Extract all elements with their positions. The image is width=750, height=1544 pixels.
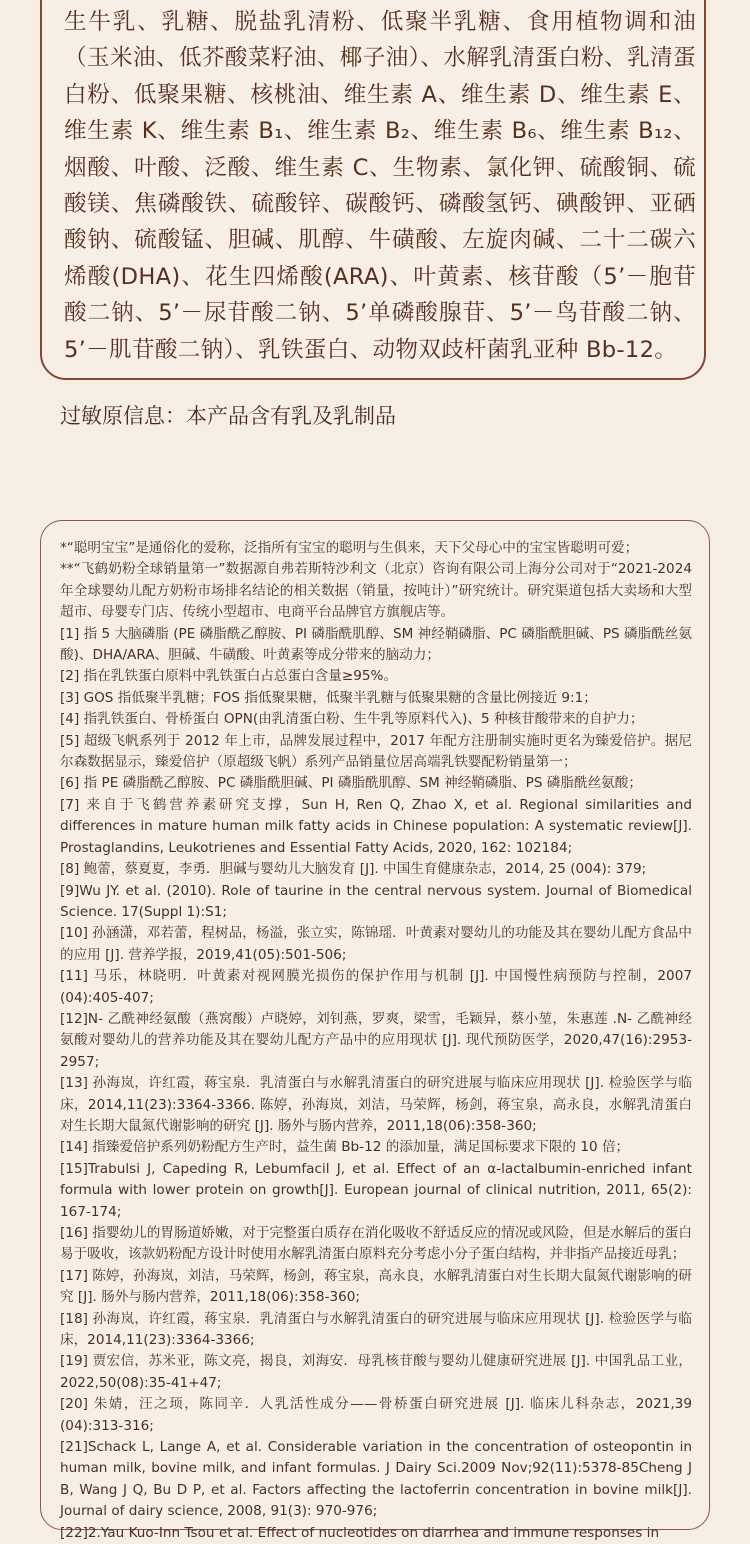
- reference-item: [17] 陈婷，孙海岚，刘洁，马荣辉，杨剑，蒋宝泉，高永良，水解乳清蛋白对生长期大鼠氮代谢影响的研究 [J]. 肠外与肠内营养，2011,18(06):358-360;: [60, 1267, 692, 1306]
- reference-item: [22]2.Yau Kuo-Inn Tsou et al. Effect of nucleotides on diarrhea and immune responses in: [60, 1524, 660, 1541]
- reference-item: [2] 指在乳铁蛋白原料中乳铁蛋白占总蛋白含量≥95%。: [60, 668, 398, 685]
- reference-item: [18] 孙海岚，许红霞，蒋宝泉．乳清蛋白与水解乳清蛋白的研究进展与临床应用现状 [J]. 检验医学与临床，2014,11(23):3364-3366;: [60, 1310, 692, 1349]
- reference-item: [10] 孙涵潇，邓若蕾，程树品，杨溢，张立实，陈锦瑶．叶黄素对婴幼儿的功能及其在婴幼儿配方食品中的应用 [J]. 营养学报，2019,41(05):501-506;: [60, 925, 692, 963]
- footnote-star: *“聪明宝宝”是通俗化的爱称，泛指所有宝宝的聪明与生俱来，天下父母心中的宝宝皆聪明可爱；: [60, 540, 639, 556]
- footnote-double-star: **“飞鹤奶粉全球销量第一”数据源自弗若斯特沙利文（北京）咨询有限公司上海分公司对于“2021-2024 年全球婴幼儿配方奶粉市场排名结论的相关数据（销量，按吨计）”研究统计。研究渠道包括大卖场和大型超市、母婴专门店、传统小型超市、电商平台品牌官方旗舰店等。: [60, 561, 692, 621]
- reference-item: [9]Wu JY. et al. (2010). Role of taurine in the central nervous system. Journal of Biomedical Science. 17(Suppl 1):S1;: [60, 882, 692, 920]
- reference-item: [20] 朱婧，汪之顼，陈同辛．人乳活性成分——骨桥蛋白研究进展 [J]. 临床儿科杂志，2021,39 (04):313-316;: [60, 1396, 692, 1434]
- reference-item: [16] 指婴幼儿的胃肠道娇嫩，对于完整蛋白质存在消化吸收不舒适反应的情况或风险，但是水解后的蛋白易于吸收，该款奶粉配方设计时使用水解乳清蛋白原料充分考虑小分子蛋白结构，并非指产品接近母乳；: [60, 1225, 692, 1263]
- reference-item: [13] 孙海岚，许红霞，蒋宝泉．乳清蛋白与水解乳清蛋白的研究进展与临床应用现状 [J]. 检验医学与临床，2014,11(23):3364-3366. 陈婷，孙海岚，刘洁，马荣辉，杨剑，蒋宝泉，高永良，水解乳清蛋白对生长期大鼠氮代谢影响的研究 [J]. 肠外与肠内营养，2011,18(06):358-360;: [60, 1075, 692, 1134]
- reference-item: [7] 来自于飞鹤营养素研究支撑，Sun H, Ren Q, Zhao X, et al. Regional similarities and differences in mature human milk fatty acids in Chinese population: A systematic review[J]. Prostaglandins, Leukotrienes and Essential Fatty Acids, 2020, 162: 102184;: [60, 796, 692, 856]
- reference-item: [5] 超级飞帆系列于 2012 年上市，品牌发展过程中，2017 年配方注册制实施时更名为臻爱倍护。据尼尔森数据显示，臻爱倍护（原超级飞帆）系列产品销量位居高端乳铁婴配粉销量第一；: [60, 732, 692, 771]
- reference-item: [6] 指 PE 磷脂酰乙醇胺、PC 磷脂酰胆碱、PI 磷脂酰肌醇、SM 神经鞘磷脂、PS 磷脂酰丝氨酸；: [60, 775, 642, 792]
- reference-item: [15]Trabulsi J, Capeding R, Lebumfacil J, et al. Effect of an α-lactalbumin-enriched infant formula with lower protein on growth[J]. European journal of clinical nutrition, 2011, 65(2): 167-174;: [60, 1160, 692, 1220]
- allergen-info: 过敏原信息：本产品含有乳及乳制品: [60, 404, 396, 428]
- reference-item: [3] GOS 指低聚半乳糖；FOS 指低聚果糖，低聚半乳糖与低聚果糖的含量比例接近 9:1；: [60, 689, 597, 706]
- ingredients-list: 生牛乳、乳糖、脱盐乳清粉、低聚半乳糖、食用植物调和油（玉米油、低芥酸菜籽油、椰子油）、水解乳清蛋白粉、乳清蛋白粉、低聚果糖、核桃油、维生素 A、维生素 D、维生素 E、维生素 K、维生素 B₁、维生素 B₂、维生素 B₆、维生素 B₁₂、烟酸、叶酸、泛酸、维生素 C、生物素、氯化钾、硫酸铜、硫酸镁、焦磷酸铁、硫酸锌、碳酸钙、磷酸氢钙、碘酸钾、亚硒酸钠、硫酸锰、胆碱、肌醇、牛磺酸、左旋肉碱、二十二碳六烯酸(DHA)、花生四烯酸(ARA)、叶黄素、核苷酸（5’－胞苷酸二钠、5’－尿苷酸二钠、5’单磷酸腺苷、5’－鸟苷酸二钠、5’－肌苷酸二钠）、乳铁蛋白、动物双歧杆菌乳亚种 Bb-12。: [64, 9, 696, 363]
- references-list: [60, 538, 692, 1544]
- reference-item: [14] 指臻爱倍护系列奶粉配方生产时，益生菌 Bb-12 的添加量，满足国标要求下限的 10 倍；: [60, 1139, 630, 1156]
- reference-item: [12]N- 乙酰神经氨酸（燕窝酸）卢晓婷，刘钊燕，罗爽，梁雪，毛颖异，蔡小堃，朱惠莲 .N- 乙酰神经氨酸对婴幼儿的营养功能及其在婴幼儿配方产品中的应用现状 [J]. 现代预防医学，2020,47(16):2953-2957;: [60, 1010, 692, 1070]
- reference-item: [21]Schack L, Lange A, et al. Considerable variation in the concentration of osteopontin in human milk, bovine milk, and infant formulas. J Dairy Sci.2009 Nov;92(11):5378-85Cheng J B, Wang J Q, Bu D P, et al. Factors affecting the lactoferrin concentration in bovine milk[J]. Journal of dairy science, 2008, 91(3): 970-976;: [60, 1439, 692, 1520]
- reference-item: [8] 鲍蕾，蔡夏夏，李勇．胆碱与婴幼儿大脑发育 [J]. 中国生育健康杂志，2014, 25 (004): 379;: [60, 861, 647, 878]
- reference-item: [4] 指乳铁蛋白、骨桥蛋白 OPN(由乳清蛋白粉、生牛乳等原料代入)、5 种核苷酸带来的自护力；: [60, 711, 644, 728]
- reference-item: [11] 马乐，林晓明．叶黄素对视网膜光损伤的保护作用与机制 [J]. 中国慢性病预防与控制，2007 (04):405-407;: [60, 968, 692, 1006]
- reference-item: [19] 贾宏信，苏米亚，陈文亮，揭良，刘海安．母乳核苷酸与婴幼儿健康研究进展 [J]. 中国乳品工业，2022,50(08):35-41+47;: [60, 1353, 692, 1391]
- reference-item: [1] 指 5 大脑磷脂 (PE 磷脂酰乙醇胺、PI 磷脂酰肌醇、SM 神经鞘磷脂、PC 磷脂酰胆碱、PS 磷脂酰丝氨酸)、DHA/ARA、胆碱、牛磺酸、叶黄素等成分带来的脑动力；: [60, 625, 692, 664]
